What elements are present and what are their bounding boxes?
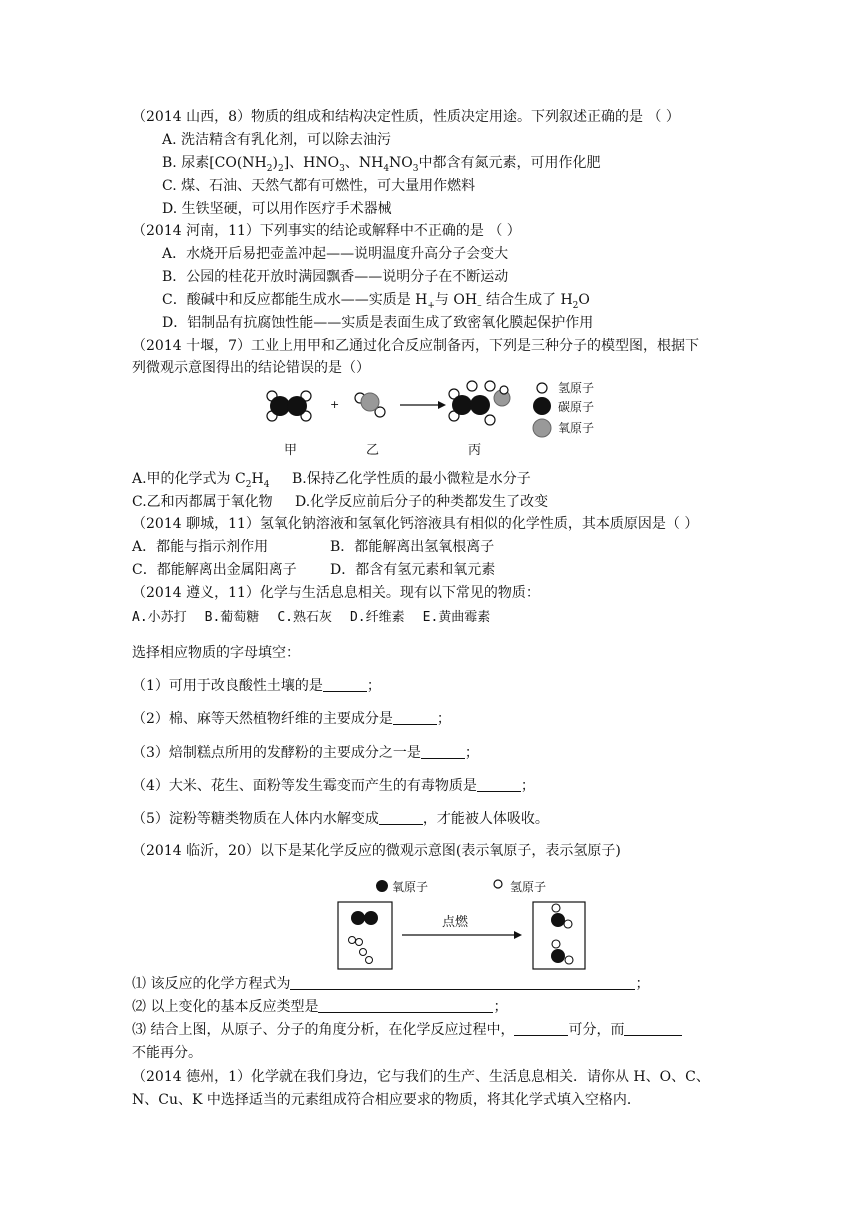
legend-hydrogen-label: 氢原子 — [510, 880, 547, 894]
carbon-atom-icon — [533, 397, 551, 415]
equation-blank[interactable] — [290, 975, 635, 990]
q2-option-c: C．酸碱中和反应都能生成水——实质是 $H_+$与 $OH_-$ 结合生成了 $H_2O$ — [162, 292, 590, 311]
reaction-micro-diagram — [330, 874, 590, 974]
oxygen-atom-icon — [533, 419, 551, 437]
q1-option-c: C. 煤、石油、天然气都有可燃性，可大量用作燃料 — [162, 178, 476, 194]
q5-item-4: （4）大米、花生、面粉等发生霉变而产生的有毒物质是 ； — [132, 778, 535, 794]
q2-stem: （2014 河南，11）下列事实的结论或解释中不正确的是 （ ） — [132, 223, 521, 239]
ignition-label: 点燃 — [442, 915, 469, 930]
q6-sub-3-line2: 不能再分。 — [132, 1045, 202, 1061]
q6-stem: （2014 临沂，20）以下是某化学反应的微观示意图(表示氧原子，表示氢原子) — [132, 843, 621, 859]
label-yi: 乙 — [366, 443, 380, 458]
answer-blank[interactable] — [379, 810, 423, 825]
reaction-arrow — [400, 401, 446, 409]
q5-item-3: （3）焙制糕点所用的发酵粉的主要成分之一是 ； — [132, 745, 479, 761]
q3-option-a: A.甲的化学式为 $C_2H_4$ — [132, 471, 270, 490]
answer-blank[interactable] — [477, 777, 521, 792]
hydrogen-atom-icon — [494, 880, 502, 888]
q4-option-d: D．都含有氢元素和氧元素 — [330, 562, 496, 578]
q6-sub-1: ⑴ 该反应的化学方程式为 ； — [132, 976, 650, 992]
q5-option-e: E.黄曲霉素 — [422, 610, 491, 625]
reaction-type-blank[interactable] — [318, 998, 493, 1013]
q3-stem-line2: 列微观示意图得出的结论错误的是（） — [132, 360, 370, 376]
plus-sign: + — [330, 398, 340, 411]
q5-item-2: （2）棉、麻等天然植物纤维的主要成分是 ； — [132, 711, 451, 727]
molecule-jia — [267, 391, 311, 421]
q1-option-d: D. 生铁坚硬，可以用作医疗手术器械 — [162, 201, 392, 217]
q2-option-a: A．水烧开后易把壶盖冲起——说明温度升高分子会变大 — [162, 246, 509, 262]
q2-option-d: D．铝制品有抗腐蚀性能——实质是表面生成了致密氧化膜起保护作用 — [162, 315, 594, 331]
q4-option-b: B．都能解离出氢氧根离子 — [330, 539, 495, 555]
answer-blank[interactable] — [514, 1021, 568, 1036]
q3-option-b: B.保持乙化学性质的最小微粒是水分子 — [292, 471, 531, 487]
molecule-bing — [449, 381, 510, 425]
q5-option-d: D.纤维素 — [349, 610, 405, 625]
q5-option-c: C.熟石灰 — [277, 610, 332, 625]
legend-oxygen-label: 氧原子 — [392, 880, 429, 894]
answer-blank[interactable] — [393, 710, 437, 725]
q1-stem: （2014 山西，8）物质的组成和结构决定性质，性质决定用途。下列叙述正确的是 （ ） — [132, 109, 680, 125]
label-bing: 丙 — [468, 443, 482, 458]
legend-hydrogen-label: 氢原子 — [558, 381, 595, 395]
q1-option-a: A. 洗洁精含有乳化剂，可以除去油污 — [162, 132, 392, 148]
q5-item-5: （5）淀粉等糖类物质在人体内水解变成 ，才能被人体吸收。 — [132, 811, 549, 827]
q3-stem-line1: （2014 十堰，7）工业上用甲和乙通过化合反应制备丙，下列是三种分子的模型图，根据下 — [132, 338, 699, 354]
q5-instruction: 选择相应物质的字母填空： — [132, 645, 300, 661]
label-jia: 甲 — [284, 443, 298, 458]
molecule-model-diagram — [250, 378, 610, 458]
reactant-box — [338, 902, 392, 969]
answer-blank[interactable] — [323, 677, 367, 692]
q2-option-b: B．公园的桂花开放时满园飘香——说明分子在不断运动 — [162, 269, 509, 285]
q4-option-a: A．都能与指示剂作用 — [132, 539, 269, 555]
q7-stem-line2: N、Cu、K 中选择适当的元素组成符合相应要求的物质，将其化学式填入空格内． — [132, 1092, 641, 1108]
q3-legend — [533, 381, 594, 437]
q5-option-a: A.小苏打 — [132, 610, 187, 625]
legend-carbon-label: 碳原子 — [558, 400, 595, 414]
answer-blank[interactable] — [421, 744, 465, 759]
legend-oxygen-label: 氧原子 — [558, 421, 595, 435]
q6-sub-3: ⑶ 结合上图，从原子、分子的角度分析，在化学反应过程中， 可分，而 — [132, 1021, 682, 1039]
molecule-yi — [355, 393, 385, 417]
q5-options — [132, 609, 490, 627]
q7-stem-line1: （2014 德州，1）化学就在我们身边，它与我们的生产、生活息息相关．请你从 H、O、C、 — [132, 1069, 710, 1085]
q5-item-1: （1）可用于改良酸性土壤的是 ； — [132, 678, 381, 694]
answer-blank[interactable] — [624, 1021, 682, 1036]
q5-option-b: B.葡萄糖 — [204, 610, 260, 625]
q3-option-d: D.化学反应前后分子的种类都发生了改变 — [295, 494, 549, 510]
q6-legend — [376, 880, 546, 894]
q4-option-c: C．都能解离出金属阳离子 — [132, 562, 297, 578]
hydrogen-atom-icon — [537, 383, 547, 393]
q3-option-c: C.乙和丙都属于氧化物 — [132, 494, 273, 510]
oxygen-atom-icon — [376, 880, 388, 892]
q4-stem: （2014 聊城，11）氢氧化钠溶液和氢氧化钙溶液具有相似的化学性质，其本质原因是（ ） — [132, 516, 699, 532]
q6-sub-2: ⑵ 以上变化的基本反应类型是 ； — [132, 999, 508, 1015]
q1-option-b: B. 尿素$[CO(NH_2)_2]$、$HNO_3$、$NH_4NO_3$中都含有氮元素，可用作化肥 — [162, 155, 601, 174]
q5-stem: （2014 遵义，11）化学与生活息息相关。现有以下常见的物质： — [132, 585, 540, 601]
